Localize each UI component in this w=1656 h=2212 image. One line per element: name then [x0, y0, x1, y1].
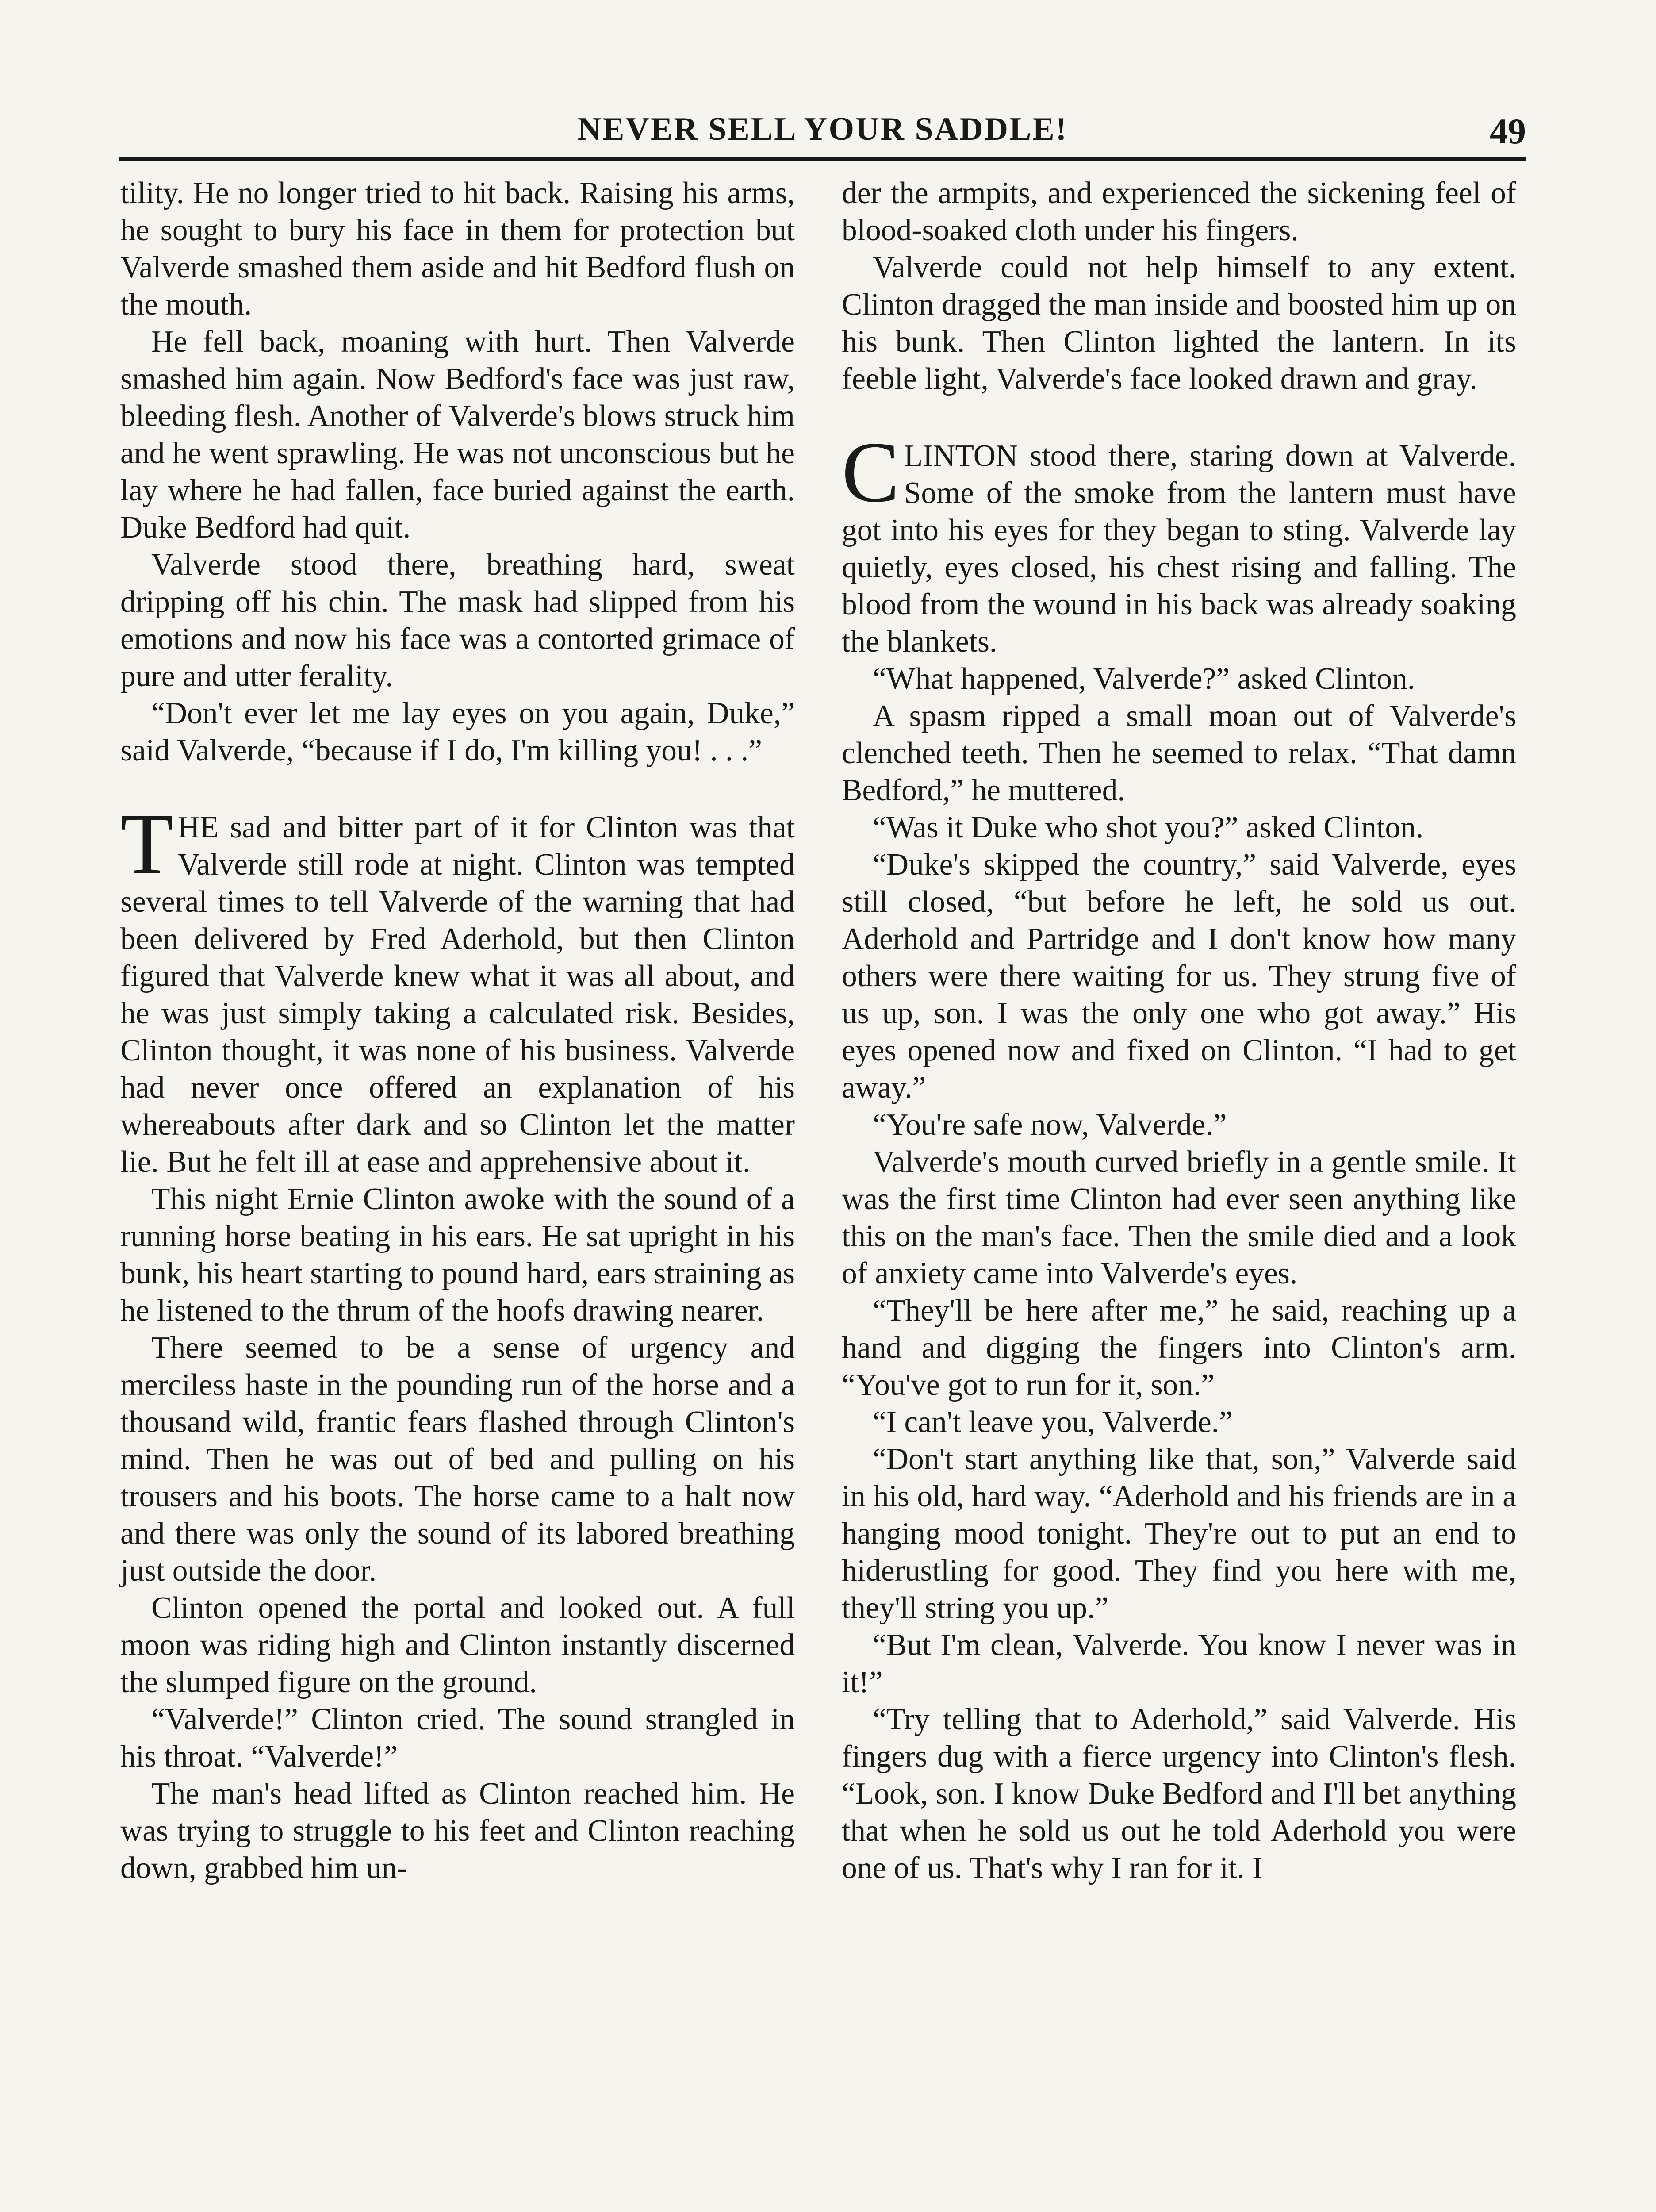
- paragraph: [842, 1292, 1516, 1404]
- paragraph-text: Valverde's mouth curved briefly in a gentle smile. It was the first time Clinton had ever seen anything like this on the man's face. Then the smile died and a look of anxiety came into Valverde's eyes.: [842, 1145, 1516, 1290]
- paragraph-text: Clinton opened the portal and looked out. A full moon was riding high and Clinton instantly discerned the slumped figure on the ground.: [120, 1591, 795, 1699]
- paragraph: [120, 796, 795, 1181]
- paragraph: [120, 1181, 795, 1329]
- paragraph: [842, 1441, 1516, 1627]
- paragraph-text: “Duke's skipped the country,” said Valverde, eyes still closed, “but before he left, he sold us out. Aderhold and Partridge and I don't know how many others were there waiting for us. They strung five of us up, son. I was the only one who got away.” His eyes opened now and fixed on Clinton. “I had to get away.”: [842, 848, 1516, 1105]
- paragraph-text: This night Ernie Clinton awoke with the sound of a running horse beating in his ears. He sat upright in his bunk, his heart starting to pound hard, ears straining as he listened to the thrum of the hoofs drawing nearer.: [120, 1182, 795, 1328]
- paragraph-text: A spasm ripped a small moan out of Valverde's clenched teeth. Then he seemed to relax. “That damn Bedford,” he muttered.: [842, 699, 1516, 807]
- page-header: [119, 106, 1526, 155]
- paragraph: [842, 175, 1516, 249]
- paragraph: [120, 546, 795, 695]
- paragraph-text: “Try telling that to Aderhold,” said Valverde. His fingers dug with a fierce urgency into Clinton's flesh. “Look, son. I know Duke Bedford and I'll bet anything that when he sold us out he told Aderhold you were one of us. That's why I ran for it. I: [842, 1702, 1516, 1885]
- drop-cap: T: [120, 796, 173, 892]
- paragraph: [842, 846, 1516, 1106]
- paragraph-text: “But I'm clean, Valverde. You know I never was in it!”: [842, 1628, 1516, 1699]
- paragraph-text: “Don't ever let me lay eyes on you again, Duke,” said Valverde, “because if I do, I'm killing you! . . .”: [120, 696, 795, 768]
- paragraph: [842, 1701, 1516, 1887]
- paragraph: [120, 1329, 795, 1590]
- left-text-column: [120, 175, 795, 1887]
- right-text-column: [842, 175, 1516, 1887]
- paragraph: [842, 1106, 1516, 1144]
- paragraph-text: “You're safe now, Valverde.”: [873, 1108, 1227, 1142]
- paragraph-text: “Valverde!” Clinton cried. The sound strangled in his throat. “Valverde!”: [120, 1702, 795, 1774]
- running-title: NEVER SELL YOUR SADDLE!: [577, 111, 1068, 147]
- page-number: 49: [1490, 111, 1526, 151]
- paragraph-text: HE sad and bitter part of it for Clinton was that Valverde still rode at night. Clinton was tempted several times to tell Valverde of the warning that had been delivered by Fred Aderhold, but then Clinton figured that Valverde knew what it was all about, and he was just simply taking a calculated risk. Besides, Clinton thought, it was none of his business. Valverde had never once offered an explanation of his whereabouts after dark and so Clinton let the matter lie. But he felt ill at ease and apprehensive about it.: [120, 810, 795, 1179]
- paragraph: [120, 1590, 795, 1701]
- paragraph-text: “What happened, Valverde?” asked Clinton.: [873, 662, 1415, 696]
- paragraph-text: “They'll be here after me,” he said, reaching up a hand and digging the fingers into Clinton's arm. “You've got to run for it, son.”: [842, 1294, 1516, 1402]
- paragraph-text: “I can't leave you, Valverde.”: [873, 1405, 1233, 1439]
- paragraph: [842, 249, 1516, 398]
- paragraph-text: Valverde could not help himself to any extent. Clinton dragged the man inside and boosted him up on his bunk. Then Clinton lighted the lantern. In its feeble light, Valverde's face looked drawn and gray.: [842, 250, 1516, 396]
- paragraph-text: “Was it Duke who shot you?” asked Clinton.: [873, 810, 1424, 845]
- paragraph: [842, 1404, 1516, 1441]
- header-rule: [119, 157, 1526, 161]
- paragraph: [120, 323, 795, 546]
- paragraph-text: Valverde stood there, breathing hard, sweat dripping off his chin. The mask had slipped from his emotions and now his face was a contorted grimace of pure and utter ferality.: [120, 548, 795, 693]
- paragraph: [842, 1144, 1516, 1292]
- paragraph-text: der the armpits, and experienced the sickening feel of blood-soaked cloth under his fingers.: [842, 176, 1516, 247]
- paragraph: [120, 1775, 795, 1887]
- paragraph-text: He fell back, moaning with hurt. Then Valverde smashed him again. Now Bedford's face was just raw, bleeding flesh. Another of Valverde's blows struck him and he went sprawling. He was not unconscious but he lay where he had fallen, face buried against the earth. Duke Bedford had quit.: [120, 325, 795, 545]
- paragraph: [120, 1701, 795, 1775]
- paragraph-text: LINTON stood there, staring down at Valverde. Some of the smoke from the lantern must have got into his eyes for they began to sting. Valverde lay quietly, eyes closed, his chest rising and falling. The blood from the wound in his back was already soaking the blankets.: [842, 439, 1516, 659]
- paragraph: [842, 1627, 1516, 1701]
- paragraph-text: “Don't start anything like that, son,” Valverde said in his old, hard way. “Aderhold and his friends are in a hanging mood tonight. They're out to put an end to hiderustling for good. They find you here with me, they'll string you up.”: [842, 1442, 1516, 1625]
- paragraph-text: tility. He no longer tried to hit back. Raising his arms, he sought to bury his face in them for protection but Valverde smashed them aside and hit Bedford flush on the mouth.: [120, 176, 795, 322]
- paragraph: [120, 695, 795, 769]
- paragraph: [842, 661, 1516, 698]
- paragraph: [842, 809, 1516, 846]
- paragraph-text: The man's head lifted as Clinton reached him. He was trying to struggle to his feet and Clinton reaching down, grabbed him un-: [120, 1777, 795, 1885]
- drop-cap: C: [842, 424, 900, 520]
- paragraph-text: There seemed to be a sense of urgency and merciless haste in the pounding run of the horse and a thousand wild, frantic fears flashed through Clinton's mind. Then he was out of bed and pulling on his trousers and his boots. The horse came to a halt now and there was only the sound of its labored breathing just outside the door.: [120, 1331, 795, 1588]
- paragraph: [842, 698, 1516, 809]
- paragraph: [120, 175, 795, 323]
- paragraph: [842, 424, 1516, 661]
